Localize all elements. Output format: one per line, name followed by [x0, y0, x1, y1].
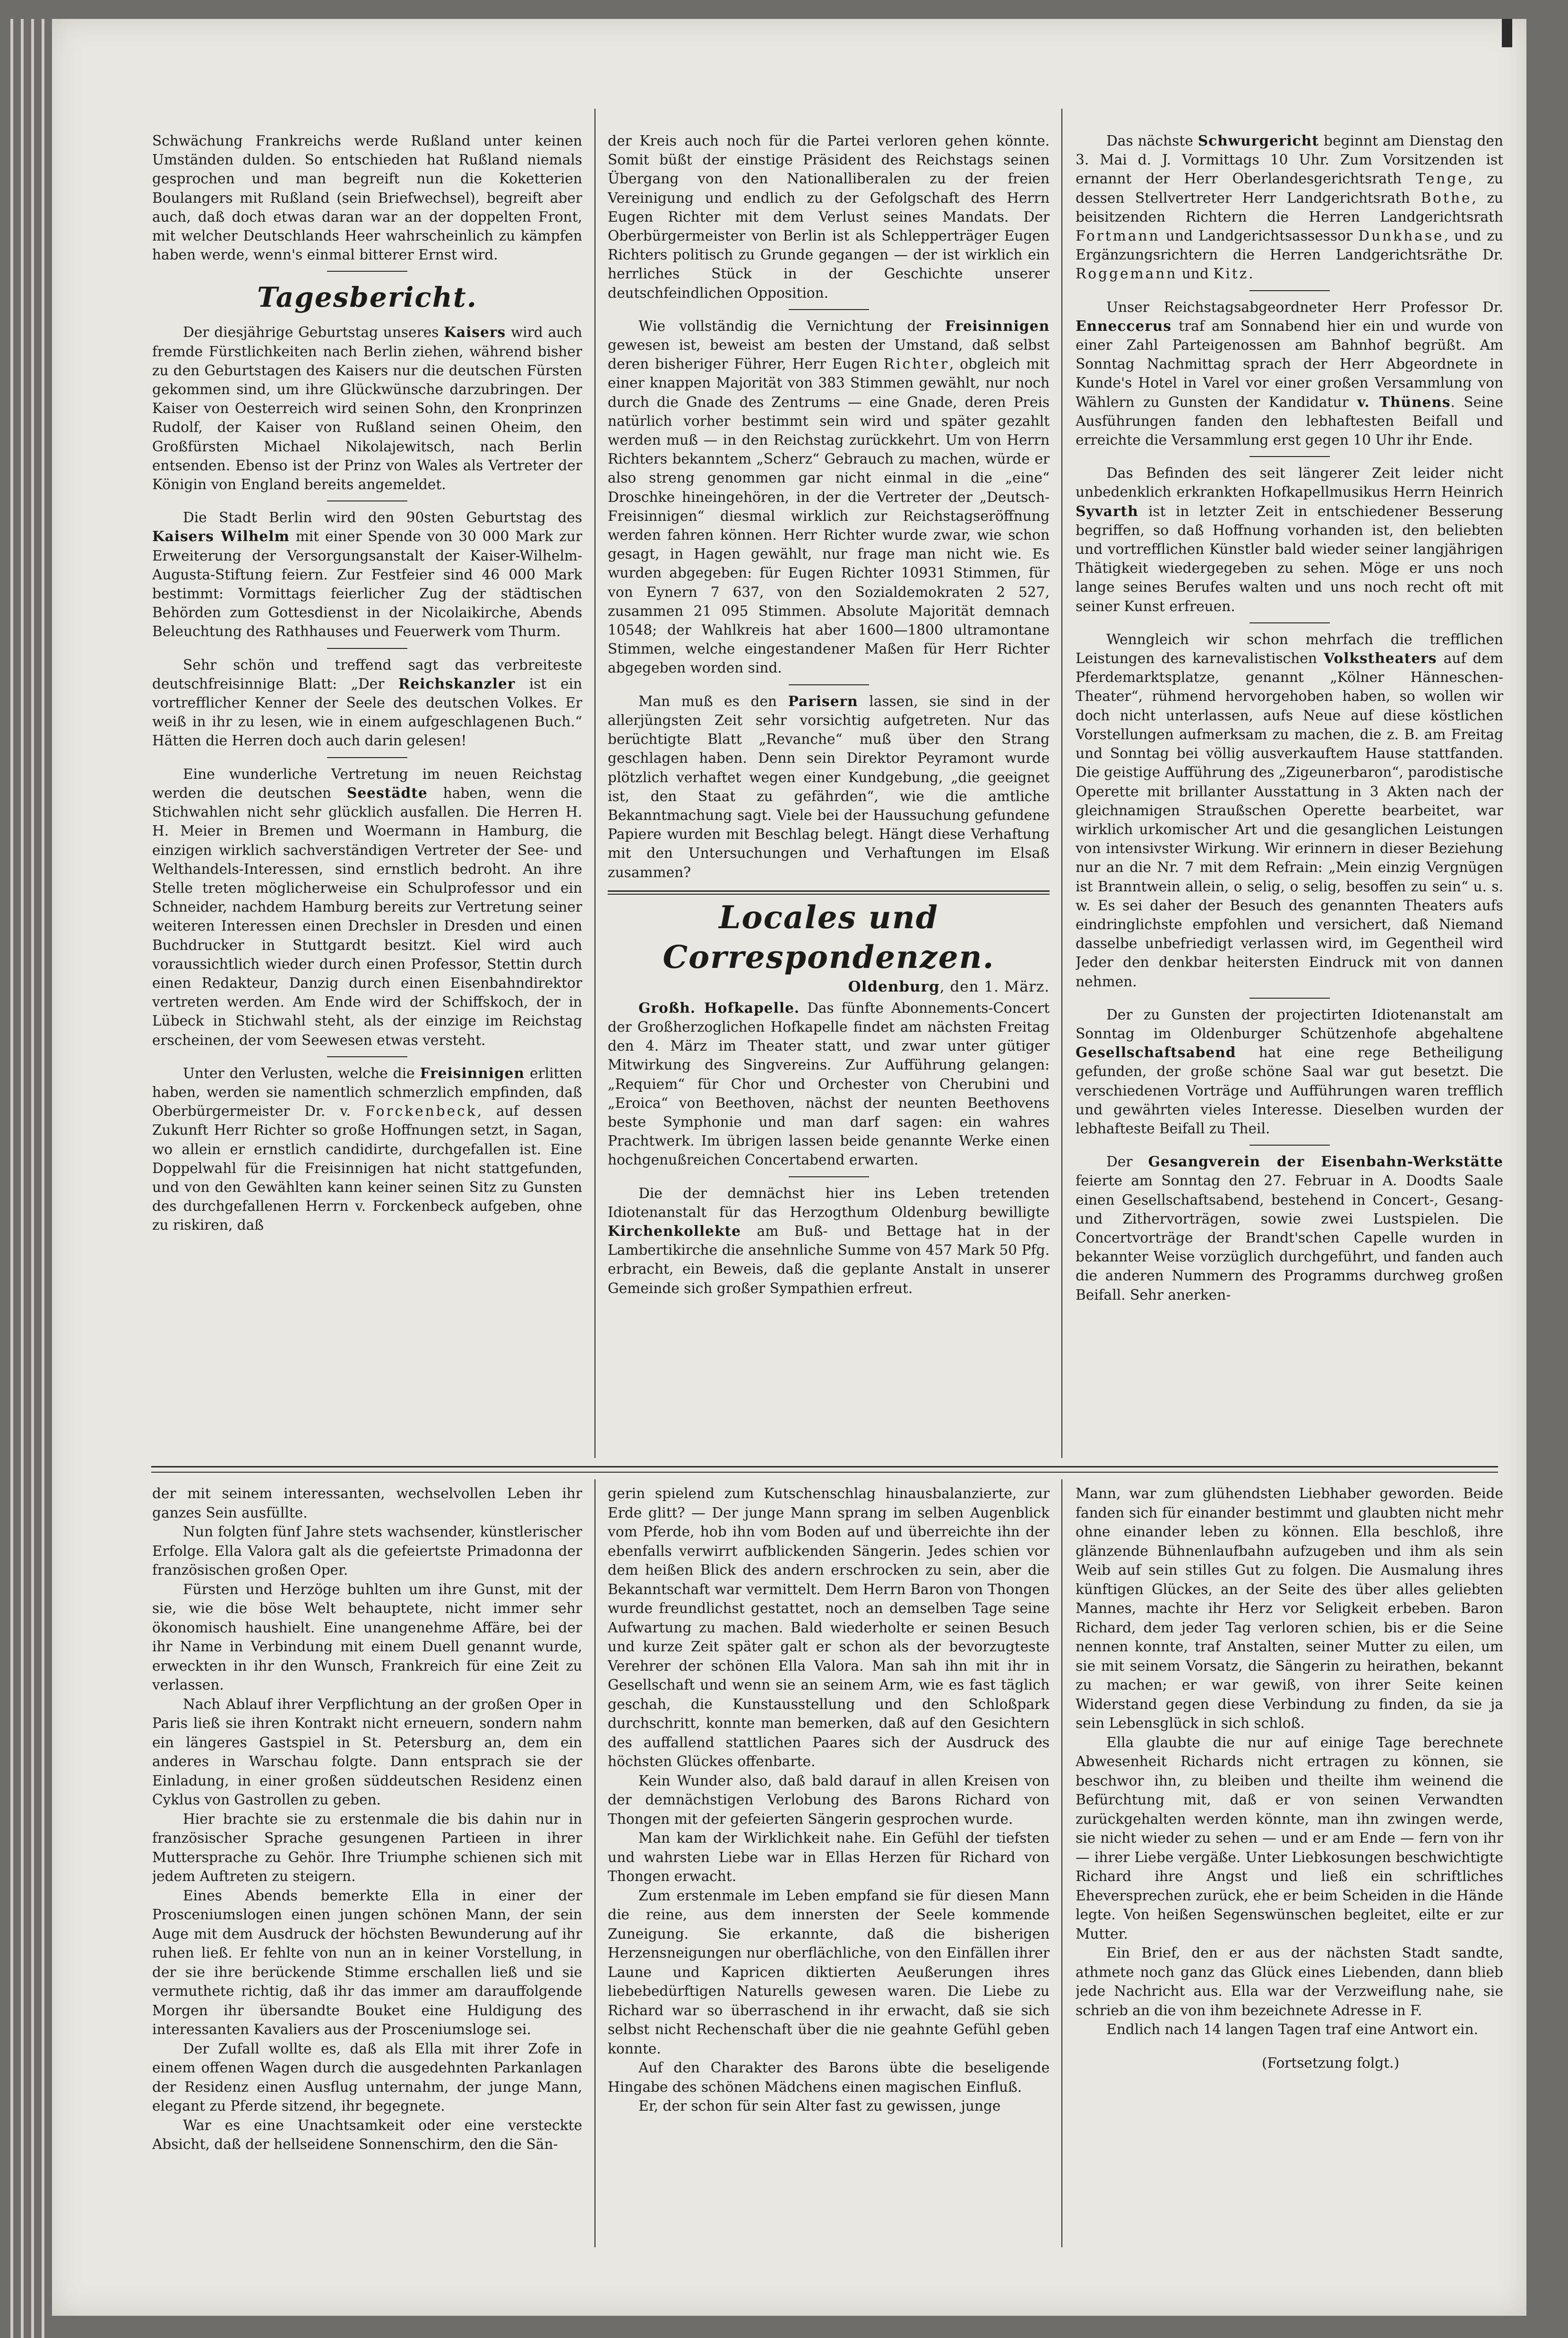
section-rule: [608, 894, 1050, 895]
story-paragraph: der mit seinem interessanten, wechselvollen Leben ihr ganzes Sein ausfüllte.: [152, 1485, 582, 1521]
feuilleton-column-1: [152, 1484, 582, 2247]
dateline: Oldenburg, den 1. März.: [848, 978, 1050, 995]
upper-column-2: [608, 131, 1050, 1455]
story-paragraph: Zum erstenmale im Leben empfand sie für diesen Mann die reine, aus dem innersten der Seele kommende Zuneigung. Sie erkannte, daß die bisherigen Herzensneigungen nur oberflächliche, von den Einfällen ihrer Laune und Kapricen diktierten Aeußerungen ihres liebebedürftigen Naturells gewesen waren. Die Liebe zu Richard war so überraschend in ihr erwacht, daß sie sich selbst nicht Rechenschaft über die nie geahnte Gefühl geben konnte.: [608, 1887, 1050, 2057]
article-paragraph: Unser Reichstagsabgeordneter Herr Professor Dr. Enneccerus traf am Sonnabend hier ein und wurde von einer Zahl Parteigenossen am Bahnhof begrüßt. Am Sonntag Nachmittag sprach der Herr Abgeordnete in Kunde's Hotel in Varel vor einer großen Versammlung von Wählern zu Gunsten der Kandidatur v. Thünens. Seine Ausführungen fanden den lebhaftesten Beifall und erreichte die Versammlung erst gegen 10 Uhr ihr Ende.: [1076, 299, 1503, 449]
article-paragraph: Eine wunderliche Vertretung im neuen Reichstag werden die deutschen Seestädte haben, wenn die Stichwahlen nicht sehr glücklich ausfallen. Die Herren H. H. Meier in Bremen und Woermann in Hamburg, die einzigen wirklich sachverständigen Vertreter der See- und Welthandels-Interessen, sind ernstlich bedroht. An ihre Stelle treten möglicherweise ein Schulprofessor und ein Schneider, nachdem Hamburg bereits zur Vertretung seiner weiteren Interessen einen Drechsler in Dresden und einen Buchdrucker in Stuttgardt besitzt. Kiel wird auch voraussichtlich wieder durch einen Professor, Stettin durch einen Redakteur, Danzig durch einen Eisenbahndirektor vertreten werden. Am Ende wird der Schiffskoch, der in Lübeck in Stichwahl steht, als der einzige im Reichstag erscheinen, der vom Seewesen etwas versteht.: [152, 766, 582, 1048]
story-paragraph: Nun folgten fünf Jahre stets wachsender, künstlerischer Erfolge. Ella Valora galt als die gefeiertste Primadonna der französischen großen Oper.: [152, 1524, 582, 1578]
article-separator: [327, 1056, 407, 1057]
section-heading: Locales und Correspondenzen.: [663, 898, 995, 975]
feuilleton-column-3: [1076, 1484, 1503, 2247]
article-paragraph: Das Befinden des seit längerer Zeit leider nicht unbedenklich erkrankten Hofkapellmusikus Herrn Heinrich Syvarth ist in letzter Zeit in entschiedener Besserung begriffen, so daß Hoffnung vorhanden ist, den beliebten und vortrefflichen Künstler bald wieder seiner langjährigen Thätigkeit wiedergegeben zu sehen. Möge er uns noch lange seines Berufes walten und uns noch recht oft mit seiner Kunst erfreuen.: [1076, 465, 1503, 614]
upper-column-3: [1076, 131, 1503, 1455]
story-paragraph: Ein Brief, den er aus der nächsten Stadt sandte, athmete noch ganz das Glück eines Liebenden, dann blieb jede Nachricht aus. Ella war der Verzweiflung nahe, sie schrieb an die von ihm bezeichnete Adresse in F.: [1076, 1945, 1503, 2019]
article-separator: [327, 500, 407, 501]
story-paragraph: Ella glaubte die nur auf einige Tage berechnete Abwesenheit Richards nicht ertragen zu können, sie beschwor ihn, zu bleiben und theilte ihm weinend die Befürchtung mit, daß er von seinen Verwandten zurückgehalten werden könnte, man ihn zwingen werde, sie nicht wieder zu sehen — und er am Ende — fern von ihr — ihrer Liebe vergäße. Unter Liebkosungen beschwichtigte Richard ihre Angst und ließ ein schriftliches Eheversprechen zurück, ehe er beim Scheiden in die Hände legte. Von heißen Segenswünschen begleitet, eilte er zur Mutter.: [1076, 1734, 1503, 1942]
article-separator: [1249, 998, 1330, 999]
article-paragraph: Schwächung Frankreichs werde Rußland unter keinen Umständen dulden. So entschieden hat Rußland niemals gesprochen und man begreift nun die Koketterien Boulangers mit Rußland (sein Briefwechsel), begreift aber auch, daß doch etwas daran war an der doppelten Front, mit welcher Deutschlands Heer wahrscheinlich zu kämpfen haben werde, wenn's einmal bitterer Ernst wird.: [152, 133, 582, 263]
story-paragraph: Er, der schon für sein Alter fast zu gewissen, junge: [638, 2098, 1001, 2114]
article-paragraph: der Kreis auch noch für die Partei verloren gehen könnte. Somit büßt der einstige Präsident des Reichstags seinen Übergang von den Nationalliberalen zu der freien Vereinigung und endlich zu der Gefolgschaft des Herrn Eugen Richter mit dem Verlust seines Mandats. Der Oberbürgermeister von Berlin ist als Schlepperträger Eugen Richters politisch zu Grunde gegangen — der ist wirklich ein herrliches Stück in der Geschichte unserer deutschfeindlichen Opposition.: [608, 133, 1050, 301]
feuilleton-column-2: [608, 1484, 1050, 2247]
article-paragraph: Das nächste Schwurgericht beginnt am Dienstag den 3. Mai d. J. Vormittags 10 Uhr. Zum Vorsitzenden ist ernannt der Herr Oberlandesgerichtsrath Tenge, zu dessen Stellvertreter Herr Landgerichtsrath Bothe, zu beisitzenden Richtern die Herren Landgerichtsrath Fortmann und Landgerichtsassessor Dunkhase, und zu Ergänzungsrichtern die Herren Landgerichtsräthe Dr. Roggemann und Kitz.: [1076, 132, 1503, 282]
article-separator: [789, 684, 869, 685]
continuation-note: (Fortsetzung folgt.): [1262, 2054, 1399, 2071]
article-separator: [327, 271, 407, 272]
story-paragraph: Fürsten und Herzöge buhlten um ihre Gunst, mit der sie, wie die böse Welt behauptete, nicht immer sehr ökonomisch haushielt. Eine unangenehme Affäre, bei der ihr Name in Verbindung mit einem Duell genannt wurde, erweckten in ihr den Wunsch, Frankreich für eine Zeit zu verlassen.: [152, 1581, 582, 1693]
column-rule: [1061, 1479, 1062, 2247]
article-separator: [789, 1176, 869, 1177]
section-heading: Tagesbericht.: [257, 281, 477, 314]
story-paragraph: War es eine Unachtsamkeit oder eine versteckte Absicht, daß der hellseidene Sonnenschirm, den die Sän-: [152, 2117, 582, 2152]
article-paragraph: Großh. Hofkapelle. Das fünfte Abonnements-Concert der Großherzoglichen Hofkapelle findet am nächsten Freitag den 4. März im Theater statt, und zwar unter gütiger Mitwirkung des Singvereins. Zur Aufführung gelangen: „Requiem“ für Chor und Orchester von Cherubini und „Eroica“ von Beethoven, nächst der neunten Beethovens beste Symphonie und man darf sagen: ein wahres Prachtwerk. Im übrigen lassen beide genannte Werke einen hochgenußreichen Concertabend erwarten.: [608, 999, 1050, 1168]
article-paragraph: Der zu Gunsten der projectirten Idiotenanstalt am Sonntag im Oldenburger Schützenhofe abgehaltene Gesellschaftsabend hat eine rege Betheiligung gefunden, der große schöne Saal war gut besetzt. Die verschiedenen Vorträge und Aufführungen waren trefflich und gewährten vieles Interesse. Dieselben wurden der lebhafteste Beifall zu Theil.: [1076, 1006, 1503, 1137]
article-separator: [789, 309, 869, 310]
article-paragraph: Der Gesangverein der Eisenbahn-Werkstätte feierte am Sonntag den 27. Februar in A. Doodts Saale einen Gesellschaftsabend, bestehend in Concert-, Gesang- und Zithervorträgen, sowie zwei Lustspielen. Die Concertvorträge der Brandt'schen Capelle wurden in bekannter Weise vorzüglich durchgeführt, und fanden auch die anderen Nummern des Programms durchweg großen Beifall. Sehr anerken-: [1076, 1153, 1503, 1303]
story-paragraph: Endlich nach 14 langen Tagen traf eine Antwort ein.: [1106, 2021, 1478, 2037]
story-paragraph: Eines Abends bemerkte Ella in einer der Prosceniumslogen einen jungen schönen Mann, der sein Auge mit dem Ausdruck der höchsten Bewunderung auf ihr ruhen ließ. Er fehlte von nun an in keiner Vorstellung, in der sie ihre berückende Stimme erschallen ließ und sie vermuthete richtig, daß ihr das immer am darauffolgende Morgen ihr übersandte Bouket eine Huldigung des interessanten Kavaliers aus der Prosceniumsloge sei.: [152, 1887, 582, 2037]
upper-column-1: [152, 131, 582, 1455]
story-paragraph: Der Zufall wollte es, daß als Ella mit ihrer Zofe in einem offenen Wagen durch die ausgedehnten Parkanlagen der Residenz einen Ausflug unternahm, der junge Mann, elegant zu Pferde sitzend, ihr begegnete.: [152, 2040, 582, 2114]
newspaper-page: [52, 19, 1526, 2316]
article-paragraph: Wie vollständig die Vernichtung der Freisinnigen gewesen ist, beweist am besten der Umstand, daß selbst deren bisheriger Führer, Herr Eugen Richter, obgleich mit einer knappen Majorität von 383 Stimmen gewählt, nur noch durch die Gnade des Zentrums — eine Gnade, deren Preis natürlich vorher bestimmt sein wird und später gezahlt werden muß — in den Reichstag zurückkehrt. Um von Herrn Richters bekanntem „Scherz“ Gebrauch zu machen, würde er also streng genommen gar nicht einmal in die „eine“ Droschke hineingehören, in der die Vertreter der „Deutsch-Freisinnigen“ diesmal wirklich zur Reichstagseröffnung werden fahren können. Herr Richter wurde zwar, wie schon gesagt, in Hagen gewählt, nur frage man nicht wie. Es wurden abgegeben: für Eugen Richter 10931 Stimmen, für von Eynern 7 637, von den Sozialdemokraten 2 527, zusammen 21 095 Stimmen. Absolute Majorität demnach 10548; der Wahlkreis hat aber 1600—1800 ultramontane Stimmen, welche eingestandener Maßen für Herr Richter abgegeben worden sind.: [608, 317, 1050, 676]
article-paragraph: Der diesjährige Geburtstag unseres Kaisers wird auch fremde Fürstlichkeiten nach Berlin ziehen, während bisher zu den Geburtstagen des Kaisers nur die deutschen Fürsten gekommen sind, um ihre Glückwünsche darzubringen. Der Kaiser von Oesterreich wird seinen Sohn, den Kronprinzen Rudolf, der Kaiser von Rußland seinen Oheim, den Großfürsten Michael Nikolajewitsch, nach Berlin entsenden. Ebenso ist der Prinz von Wales als Vertreter der Königin von England bereits angemeldet.: [152, 324, 582, 493]
section-rule: [608, 890, 1050, 892]
article-paragraph: Die Stadt Berlin wird den 90sten Geburtstag des Kaisers Wilhelm mit einer Spende von 30 000 Mark zur Erweiterung der Versorgungsanstalt der Kaiser-Wilhelm-Augusta-Stiftung feiern. Zur Festfeier sind 46 000 Mark bestimmt: Vormittags feierlicher Zug der städtischen Behörden zum Gottesdienst in der Nicolaikirche, Abends Beleuchtung des Rathhauses und Feuerwerk vom Thurm.: [152, 509, 582, 640]
story-paragraph: Hier brachte sie zu erstenmale die bis dahin nur in französischer Sprache gesungenen Partieen in ihrer Muttersprache zu Gehör. Ihre Triumphe schienen sich mit jedem Auftreten zu steigern.: [152, 1811, 582, 1884]
article-separator: [327, 757, 407, 758]
column-rule: [594, 109, 595, 1458]
column-rule: [594, 1479, 595, 2247]
story-paragraph: Auf den Charakter des Barons übte die beseligende Hingabe des schönen Mädchens einen magischen Einfluß.: [608, 2060, 1050, 2095]
column-rule: [1061, 109, 1062, 1458]
article-paragraph: Sehr schön und treffend sagt das verbreiteste deutschfreisinnige Blatt: „Der Reichskanzler ist ein vortrefflicher Kenner der Seele des deutschen Volkes. Er weiß in ihr zu lesen, wie in einem aufgeschlagenen Buch.“ Hätten die Herren doch auch darin gelesen!: [152, 656, 582, 749]
story-paragraph: Man kam der Wirklichkeit nahe. Ein Gefühl der tiefsten und wahrsten Liebe war in Ellas Herzen für Richard von Thongen erwacht.: [608, 1830, 1050, 1884]
article-paragraph: Wenngleich wir schon mehrfach die trefflichen Leistungen des karnevalistischen Volkstheaters auf dem Pferdemarktsplatze, genannt „Kölner Hänneschen-Theater“, rühmend hervorgehoben haben, so wollen wir doch nicht unterlassen, aufs Neue auf diese köstlichen Vorstellungen aufmerksam zu machen, die z. B. am Freitag und Sonntag bei völlig ausverkauftem Hause stattfanden. Die geistige Aufführung des „Zigeunerbaron“, parodistische Operette mit brillanter Ausstattung in 3 Akten nach der gleichnamigen Straußschen Operette bearbeitet, war wirklich urkomischer Art und die gesanglichen Leistungen von intensivster Wirkung. Wir erinnern in dieser Beziehung nur an die Nr. 7 mit dem Refrain: „Mein einzig Vergnügen ist Branntwein allein, o selig, o selig, besoffen zu sein“ u. s. w. Es sei daher der Besuch des genannten Theaters aufs eindringlichste empfohlen und versichert, daß Niemand dasselbe unbefriedigt verlassen wird, im Gegentheil wird Jeder den denkbar heitersten Eindruck mit von dannen nehmen.: [1076, 631, 1503, 990]
article-separator: [1249, 290, 1330, 291]
article-separator: [1249, 456, 1330, 457]
article-paragraph: Man muß es den Parisern lassen, sie sind in der allerjüngsten Zeit sehr vorsichtig aufgetreten. Nur das berüchtigte Blatt „Revanche“ muß über den Strang geschlagen haben. Denn sein Direktor Peyramont wurde plötzlich verhaftet wegen einer Kundgebung, „die geeignet ist, den Staat zu gefährden“, wie die amtliche Bekanntmachung sagt. Viele bei der Haussuchung gefundene Papiere wurden mit Beschlag belegt. Hängt diese Verhaftung mit den Untersuchungen und Verhaftungen im Elsaß zusammen?: [608, 692, 1050, 880]
article-paragraph: Unter den Verlusten, welche die Freisinnigen erlitten haben, werden sie namentlich schmerzlich empfinden, daß Oberbürgermeister Dr. v. Forckenbeck, auf dessen Zukunft Herr Richter so große Hoffnungen setzt, in Sagan, wo allein er ernstlich candidirte, durchgefallen ist. Eine Doppelwahl für die Freisinnigen hat nicht stattgefunden, und von den Gewählten kann keiner seinen Sitz zu Gunsten des durchgefallenen Herrn v. Forckenbeck aufgeben, ohne zu riskiren, daß: [152, 1064, 582, 1234]
feuilleton-divider: [151, 1472, 1498, 1473]
article-separator: [1249, 1145, 1330, 1146]
story-paragraph: gerin spielend zum Kutschenschlag hinausbalanzierte, zur Erde glitt? — Der junge Mann sprang im selben Augenblick vom Pferde, hob ihn vom Boden auf und überreichte ihn der ebenfalls verwirrt aufblickenden Sängerin. Jedes schien vor dem heißen Blick des andern erschrocken zu sein, aber die Bekanntschaft war vermittelt. Dem Herrn Baron von Thongen wurde freundlichst gestattet, noch an demselben Tage seine Aufwartung zu machen. Bald wiederholte er seinen Besuch und kurze Zeit später galt er schon als der bevorzugteste Verehrer der schönen Ella Valora. Man sah ihn mit ihr in Gesellschaft und wenn sie an seinem Arm, wie es fast täglich geschah, die Kunstausstellung und den Schloßpark durchschritt, konnte man bemerken, daß auf den Gesichtern des auffallend stattlichen Paares sich der Ausdruck des höchsten Glückes offenbarte.: [608, 1485, 1050, 1769]
page-corner-mark: [1502, 19, 1512, 47]
story-paragraph: Kein Wunder also, daß bald darauf in allen Kreisen von der demnächstigen Verlobung des Barons Richard von Thongen mit der gefeierten Sängerin gesprochen wurde.: [608, 1772, 1050, 1827]
story-paragraph: Mann, war zum glühendsten Liebhaber geworden. Beide fanden sich für einander bestimmt und glaubten nicht mehr ohne einander leben zu können. Ella beschloß, ihre glänzende Bühnenlaufbahn aufzugeben und ihm als sein Weib auf sein stilles Gut zu folgen. Die Ausmalung ihres künftigen Glückes, an der Seite des über alles geliebten Mannes, machte ihr Herz vor Seligkeit erbeben. Baron Richard, dem jeder Tag verloren schien, bis er die Seine nennen konnte, traf Anstalten, seiner Mutter zu eilen, um sie mit seinem Vorsatz, die Sängerin zu heirathen, bekannt zu machen; er war gewiß, von ihrer Seite keinen Widerstand gegen diese Verbindung zu finden, da sie ja sein Lebensglück in sich schloß.: [1076, 1485, 1503, 1731]
article-separator: [1249, 622, 1330, 623]
article-paragraph: Die der demnächst hier ins Leben tretenden Idiotenanstalt für das Herzogthum Oldenburg bewilligte Kirchenkollekte am Buß- und Bettage hat in der Lambertikirche die ansehnliche Summe von 457 Mark 50 Pfg. erbracht, ein Beweis, daß die geplante Anstalt in unserer Gemeinde sich großer Sympathien erfreut.: [608, 1185, 1050, 1296]
story-paragraph: Nach Ablauf ihrer Verpflichtung an der großen Oper in Paris ließ sie ihren Kontrakt nicht erneuern, sondern nahm ein längeres Gastspiel in St. Petersburg an, dem ein anderes in Warschau folgte. Dann entsprach sie der Einladung, in einer großen süddeutschen Residenz einen Cyklus von Gastrollen zu geben.: [152, 1696, 582, 1808]
feuilleton-divider: [151, 1466, 1498, 1467]
article-separator: [327, 648, 407, 649]
